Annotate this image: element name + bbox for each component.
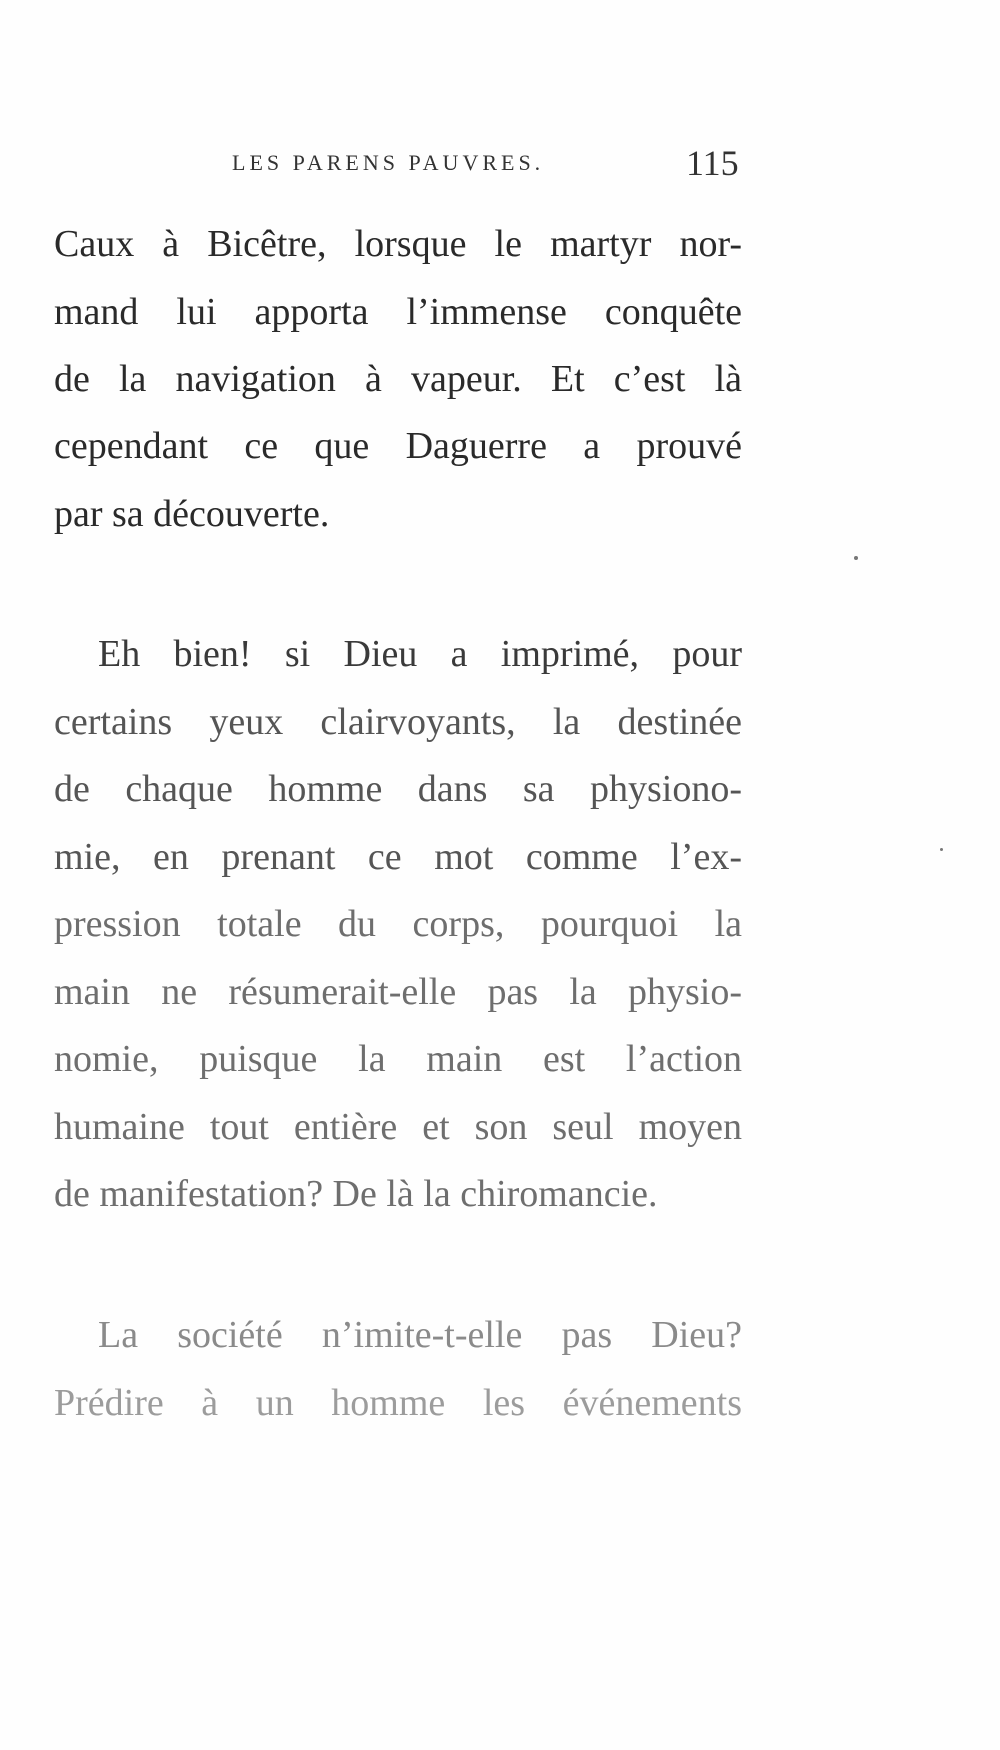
text-line: Caux à Bicêtre, lorsque le martyr nor- — [54, 223, 742, 265]
text-line: Prédire à un homme les événements — [54, 1382, 742, 1424]
text-line: nomie, puisque la main est l’action — [54, 1038, 742, 1080]
paper-speck — [940, 848, 943, 851]
text-line: humaine tout entière et son seul moyen — [54, 1106, 742, 1148]
page-number: 115 — [686, 143, 739, 183]
text-line: de la navigation à vapeur. Et c’est là — [54, 358, 742, 400]
text-line: La société n’imite-t-elle pas Dieu? — [98, 1314, 742, 1356]
text-line: de chaque homme dans sa physiono- — [54, 768, 742, 810]
text-line: cependant ce que Daguerre a prouvé — [54, 425, 742, 467]
text-line: mie, en prenant ce mot comme l’ex- — [54, 836, 742, 878]
text-line: Eh bien! si Dieu a imprimé, pour — [98, 633, 742, 675]
text-line: certains yeux clairvoyants, la destinée — [54, 701, 742, 743]
text-line: main ne résumerait-elle pas la physio- — [54, 971, 742, 1013]
text-line: de manifestation? De là la chiromancie. — [54, 1173, 658, 1215]
text-line: par sa découverte. — [54, 493, 330, 535]
text-line: mand lui apporta l’immense conquête — [54, 291, 742, 333]
running-title: LES PARENS PAUVRES. — [232, 150, 545, 175]
text-line: pression totale du corps, pourquoi la — [54, 903, 742, 945]
paper-speck — [854, 556, 858, 560]
